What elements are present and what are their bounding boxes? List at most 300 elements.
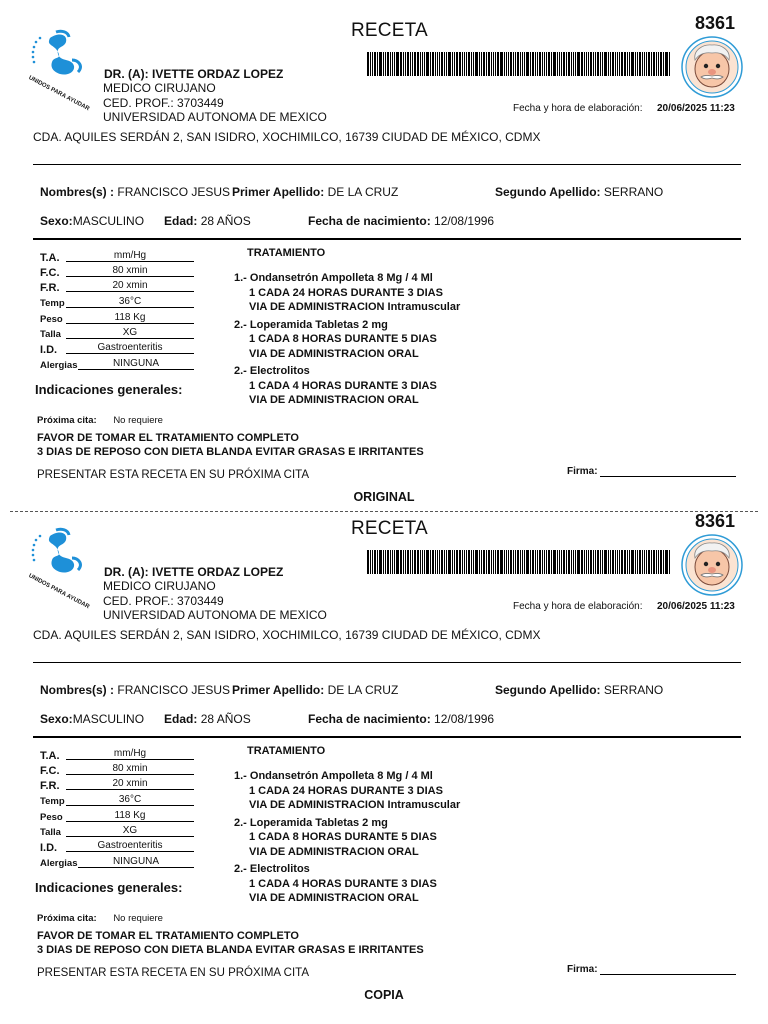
barcode-bar (367, 52, 369, 76)
barcode-bar (471, 52, 472, 76)
barcode-bar (593, 550, 594, 574)
barcode-bar (600, 550, 601, 574)
barcode-bar (597, 550, 599, 574)
barcode-bar (644, 52, 645, 76)
barcode-bar (581, 52, 583, 76)
barcode-bar (422, 550, 423, 574)
barcode-bar (405, 550, 406, 574)
barcode-bar (544, 52, 545, 76)
barcode-bar (544, 550, 545, 574)
clinic-logo-icon (27, 30, 100, 113)
barcode-bar (515, 52, 516, 76)
barcode-bar (653, 550, 655, 574)
barcode-bar (500, 52, 503, 76)
vital-label: Peso (40, 812, 63, 823)
vital-label: F.R. (40, 282, 60, 294)
barcode-bar (629, 550, 630, 574)
treatment-item-name: 2.- Loperamida Tabletas 2 mg (234, 318, 388, 331)
barcode-bar (535, 52, 536, 76)
barcode-bar (517, 52, 519, 76)
barcode-bar (367, 550, 369, 574)
barcode-bar (551, 52, 552, 76)
clinic-logo (27, 528, 100, 611)
barcode-bar (481, 550, 482, 574)
vital-label: Alergias (40, 858, 78, 869)
barcode-bar (571, 550, 572, 574)
next-appointment (37, 415, 163, 426)
vital-label: T.A. (40, 750, 60, 762)
divider (33, 662, 741, 663)
clinic-logo (27, 30, 100, 113)
barcode-bar (669, 52, 670, 76)
barcode-bar (615, 550, 616, 574)
patient-sex-value: MASCULINO (72, 214, 145, 228)
barcode-bar (374, 52, 376, 76)
barcode-bar (548, 52, 550, 76)
barcode-bar (619, 550, 620, 574)
barcode-bar (500, 550, 503, 574)
barcode-bar (488, 550, 490, 574)
barcode-bar (590, 52, 592, 76)
barcode-bar (637, 52, 638, 76)
barcode-bar (497, 52, 499, 76)
barcode-bar (510, 52, 512, 76)
barcode-bar (462, 550, 463, 574)
barcode-bar (513, 550, 514, 574)
patient-dob-label: Fecha de nacimiento: (308, 214, 431, 228)
patient-names-value: FRANCISCO JESUS (117, 185, 231, 199)
barcode-bar (615, 52, 616, 76)
prescription-copy (0, 498, 768, 1002)
barcode-bar (557, 550, 558, 574)
doctor-avatar-icon (681, 36, 743, 98)
doctor-name: DR. (A): IVETTE ORDAZ LOPEZ (104, 67, 284, 81)
barcode-bar (631, 52, 634, 76)
barcode-bar (665, 52, 668, 76)
barcode-bar (573, 550, 574, 574)
barcode-bar (532, 550, 534, 574)
barcode-bar (629, 52, 630, 76)
barcode-bar (542, 550, 543, 574)
next-appointment-label: Próxima cita: (37, 913, 97, 924)
barcode-bar (379, 52, 382, 76)
barcode-bar (548, 550, 550, 574)
barcode-bar (468, 52, 470, 76)
barcode-bar (646, 550, 647, 574)
barcode-bar (590, 550, 592, 574)
patient-names-value: FRANCISCO JESUS (117, 683, 231, 697)
barcode-bar (452, 52, 453, 76)
barcode-bar (595, 52, 596, 76)
signature-field (567, 964, 736, 975)
vital-value: mm/Hg (66, 250, 194, 262)
vital-value: 20 xmin (66, 778, 194, 790)
barcode-bar (420, 52, 421, 76)
barcode-bar (374, 550, 376, 574)
next-appointment-label: Próxima cita: (37, 415, 97, 426)
barcode-bar (491, 550, 492, 574)
barcode-bar (437, 52, 438, 76)
barcode-bar (663, 52, 664, 76)
barcode-bar (491, 52, 492, 76)
treatment-item-route: VIA DE ADMINISTRACION ORAL (249, 394, 419, 406)
barcode-bar (526, 52, 529, 76)
barcode-bar (597, 52, 599, 76)
vital-label: F.C. (40, 765, 60, 777)
barcode-bar (627, 550, 628, 574)
barcode-bar (658, 52, 659, 76)
barcode-bar (508, 52, 509, 76)
vital-value: 36°C (66, 296, 194, 308)
barcode-bar (412, 52, 413, 76)
treatment-item-name: 1.- Ondansetrón Ampolleta 8 Mg / 4 Ml (234, 272, 433, 284)
treatment-item-name: 2.- Electrolitos (234, 365, 310, 377)
patient-last1 (232, 683, 398, 697)
patient-last2 (495, 683, 663, 697)
vital-value: 20 xmin (66, 280, 194, 292)
barcode-bar (612, 52, 614, 76)
barcode-bar (559, 550, 560, 574)
vital-label: F.R. (40, 780, 60, 792)
patient-sex (40, 214, 144, 228)
doctor-avatar (681, 36, 743, 98)
barcode-bar (383, 52, 384, 76)
doctor-specialty: MEDICO CIRUJANO (103, 579, 216, 593)
barcode-bar (426, 52, 429, 76)
doctor-university: UNIVERSIDAD AUTONOMA DE MEXICO (103, 110, 327, 124)
barcode-bar (475, 550, 478, 574)
barcode-bar (608, 550, 609, 574)
barcode-bar (642, 52, 643, 76)
patient-dob-value: 12/08/1996 (434, 214, 495, 228)
barcode-bar (510, 550, 512, 574)
barcode-bar (466, 52, 467, 76)
treatment-item-route: VIA DE ADMINISTRACION ORAL (249, 347, 419, 360)
barcode-bar (372, 550, 373, 574)
barcode-bar (473, 52, 474, 76)
created-label: Fecha y hora de elaboración: (513, 103, 643, 114)
barcode-bar (600, 52, 601, 76)
treatment-item-route: VIA DE ADMINISTRACION Intramuscular (249, 799, 461, 811)
barcode-bar (627, 52, 628, 76)
vital-label: Temp (40, 796, 65, 807)
patient-age-label: Edad: (164, 214, 198, 228)
barcode-bar (513, 52, 514, 76)
barcode-bar (604, 52, 607, 76)
barcode-bar (486, 52, 487, 76)
vital-label: F.C. (40, 267, 60, 279)
barcode-bar (441, 550, 443, 574)
patient-last2 (495, 185, 663, 199)
treatment-item (234, 271, 460, 315)
barcode-bar (464, 52, 465, 76)
barcode-bar (524, 550, 525, 574)
barcode-bar (417, 550, 419, 574)
barcode-bar (604, 550, 607, 574)
barcode-bar (624, 52, 626, 76)
treatment-list (234, 769, 460, 906)
barcode-bar (663, 550, 664, 574)
treatment-title: TRATAMIENTO (247, 745, 326, 757)
barcode-bar (608, 52, 609, 76)
patient-last1-label: Primer Apellido: (232, 185, 325, 199)
patient-dob (308, 712, 494, 726)
svg-text:UNIDOS PARA AYUDAR: UNIDOS PARA AYUDAR (27, 573, 91, 611)
barcode-bar (539, 550, 541, 574)
barcode-bar (448, 52, 451, 76)
created-label: Fecha y hora de elaboración: (513, 601, 643, 612)
barcode-bar (387, 52, 389, 76)
patient-last2-value: SERRANO (603, 185, 664, 199)
patient-age (164, 712, 251, 726)
barcode-bar (454, 550, 455, 574)
barcode-bar (441, 52, 443, 76)
patient-last2-value: SERRANO (603, 683, 664, 697)
barcode-bar (392, 550, 393, 574)
barcode-bar (651, 550, 652, 574)
barcode-bar (430, 52, 431, 76)
barcode (367, 550, 672, 574)
barcode-bar (584, 550, 585, 574)
barcode-bar (396, 52, 399, 76)
barcode-bar (635, 550, 636, 574)
barcode-bar (430, 550, 431, 574)
patient-dob (308, 214, 494, 228)
treatment-item-name: 2.- Loperamida Tabletas 2 mg (234, 816, 388, 829)
barcode-bar (584, 52, 585, 76)
barcode-bar (410, 550, 411, 574)
barcode-bar (656, 52, 657, 76)
barcode-bar (646, 52, 647, 76)
barcode-bar (459, 52, 461, 76)
barcode-bar (617, 550, 618, 574)
barcode-bar (424, 550, 425, 574)
barcode-bar (396, 550, 399, 574)
barcode-bar (439, 550, 440, 574)
doctor-specialty: MEDICO CIRUJANO (103, 81, 216, 95)
instruction-line: FAVOR DE TOMAR EL TRATAMIENTO COMPLETO (37, 930, 299, 942)
patient-names-label: Nombres(s) : (40, 185, 115, 199)
barcode-bar (426, 550, 429, 574)
barcode-bar (448, 550, 451, 574)
barcode-bar (495, 52, 496, 76)
barcode-bar (524, 52, 525, 76)
treatment-item-dose: 1 CADA 24 HORAS DURANTE 3 DIAS (249, 286, 443, 299)
barcode-bar (588, 550, 589, 574)
barcode-bar (602, 550, 603, 574)
doctor-avatar (681, 534, 743, 596)
barcode-bar (517, 550, 519, 574)
barcode-bar (462, 52, 463, 76)
barcode-bar (486, 550, 487, 574)
barcode-bar (631, 550, 634, 574)
barcode-bar (573, 52, 574, 76)
barcode-bar (660, 52, 662, 76)
doctor-avatar-icon (681, 534, 743, 596)
barcode-bar (515, 550, 516, 574)
barcode-bar (417, 52, 419, 76)
barcode-bar (400, 550, 402, 574)
vital-label: Talla (40, 329, 61, 340)
next-appointment-value: No requiere (113, 913, 163, 924)
barcode-bar (563, 550, 565, 574)
treatment-item (234, 862, 460, 906)
barcode-bar (553, 550, 556, 574)
barcode-bar (479, 52, 480, 76)
barcode-bar (520, 52, 521, 76)
instruction-line: FAVOR DE TOMAR EL TRATAMIENTO COMPLETO (37, 432, 299, 444)
barcode-bar (444, 550, 445, 574)
barcode-bar (637, 550, 638, 574)
barcode-bar (456, 52, 458, 76)
instruction-line: 3 DIAS DE REPOSO CON DIETA BLANDA EVITAR GRASAS E IRRITANTES (37, 445, 424, 458)
treatment-item-dose: 1 CADA 8 HORAS DURANTE 5 DIAS (249, 831, 437, 843)
barcode-bar (504, 550, 505, 574)
patient-last1-value: DE LA CRUZ (327, 185, 399, 199)
vital-value: 36°C (66, 794, 194, 806)
barcode-bar (407, 52, 409, 76)
barcode-bar (658, 550, 659, 574)
patient-age (164, 214, 251, 228)
divider (33, 164, 741, 165)
barcode-bar (466, 550, 467, 574)
barcode-bar (422, 52, 423, 76)
treatment-item (234, 318, 460, 362)
treatment-item-dose: 1 CADA 4 HORAS DURANTE 3 DIAS (249, 877, 437, 890)
vital-value: XG (66, 825, 194, 837)
barcode-bar (669, 550, 670, 574)
patient-sex-label: Sexo: (40, 214, 73, 228)
general-instructions (37, 930, 424, 957)
vital-value: NINGUNA (78, 856, 194, 868)
barcode-bar (377, 550, 378, 574)
vital-label: I.D. (40, 842, 58, 854)
barcode-bar (561, 52, 562, 76)
barcode-bar (420, 550, 421, 574)
barcode-bar (385, 52, 386, 76)
barcode-bar (504, 52, 505, 76)
barcode-bar (412, 550, 413, 574)
barcode-bar (571, 52, 572, 76)
barcode-bar (483, 550, 485, 574)
barcode-bar (522, 52, 523, 76)
treatment-item (234, 816, 460, 860)
barcode-bar (432, 52, 434, 76)
signature-line (600, 965, 736, 975)
barcode-bar (546, 550, 547, 574)
barcode-bar (497, 550, 499, 574)
general-indications-title: Indicaciones generales: (35, 880, 183, 895)
barcode-bar (648, 52, 650, 76)
treatment-item-route: VIA DE ADMINISTRACION ORAL (249, 845, 419, 858)
vital-label: Temp (40, 298, 65, 309)
barcode-bar (405, 52, 406, 76)
barcode-bar (483, 52, 485, 76)
barcode-bar (526, 550, 529, 574)
barcode-bar (520, 550, 521, 574)
barcode-bar (575, 550, 576, 574)
general-indications-title: Indicaciones generales: (35, 382, 183, 397)
present-notice: PRESENTAR ESTA RECETA EN SU PRÓXIMA CITA (37, 967, 310, 979)
barcode-bar (400, 52, 402, 76)
patient-last1 (232, 185, 398, 199)
doctor-license: CED. PROF.: 3703449 (103, 96, 224, 110)
barcode-bar (612, 550, 614, 574)
barcode-bar (471, 550, 472, 574)
barcode-bar (581, 550, 583, 574)
vital-value: 118 Kg (66, 810, 194, 822)
barcode-bar (635, 52, 636, 76)
barcode-bar (370, 52, 371, 76)
treatment-item-dose: 1 CADA 8 HORAS DURANTE 5 DIAS (249, 333, 437, 345)
barcode-bar (553, 52, 556, 76)
barcode-bar (575, 52, 576, 76)
treatment-item-route: VIA DE ADMINISTRACION ORAL (249, 892, 419, 904)
barcode (367, 52, 672, 76)
barcode-bar (651, 52, 652, 76)
barcode-bar (379, 550, 382, 574)
barcode-bar (532, 52, 534, 76)
barcode-bar (392, 52, 393, 76)
vital-value: 80 xmin (66, 265, 194, 277)
vital-label: Peso (40, 314, 63, 325)
barcode-bar (444, 52, 445, 76)
barcode-bar (493, 550, 494, 574)
barcode-bar (610, 550, 611, 574)
barcode-bar (568, 550, 570, 574)
barcode-bar (522, 550, 523, 574)
vital-value: mm/Hg (66, 748, 194, 760)
barcode-bar (566, 550, 567, 574)
barcode-bar (539, 52, 541, 76)
created-value: 20/06/2025 11:23 (657, 601, 735, 612)
treatment-item-dose: 1 CADA 24 HORAS DURANTE 3 DIAS (249, 784, 443, 797)
barcode-bar (481, 52, 482, 76)
clinic-address: CDA. AQUILES SERDÁN 2, SAN ISIDRO, XOCHIMILCO, 16739 CIUDAD DE MÉXICO, CDMX (33, 628, 541, 642)
patient-last2-label: Segundo Apellido: (495, 683, 601, 697)
barcode-bar (593, 52, 594, 76)
barcode-bar (464, 550, 465, 574)
copy-type-label: ORIGINAL (353, 490, 415, 504)
patient-age-value: 28 AÑOS (200, 712, 251, 726)
doctor-license: CED. PROF.: 3703449 (103, 594, 224, 608)
barcode-bar (537, 550, 538, 574)
vital-value: Gastroenteritis (66, 342, 194, 354)
folio-number: 8361 (695, 13, 736, 33)
patient-last2-label: Segundo Apellido: (495, 185, 601, 199)
patient-names (40, 185, 230, 199)
doctor-university: UNIVERSIDAD AUTONOMA DE MEXICO (103, 608, 327, 622)
barcode-bar (588, 52, 589, 76)
signature-line (600, 467, 736, 477)
barcode-bar (665, 550, 668, 574)
prescription-original (0, 0, 768, 504)
barcode-bar (506, 52, 507, 76)
barcode-bar (454, 52, 455, 76)
patient-sex (40, 712, 144, 726)
divider-thick (33, 238, 741, 240)
treatment-item-route: VIA DE ADMINISTRACION Intramuscular (249, 301, 461, 313)
barcode-bar (610, 52, 611, 76)
barcode-bar (479, 550, 480, 574)
patient-last1-value: DE LA CRUZ (327, 683, 399, 697)
barcode-bar (403, 550, 404, 574)
patient-names-label: Nombres(s) : (40, 683, 115, 697)
patient-sex-label: Sexo: (40, 712, 73, 726)
barcode-bar (414, 550, 416, 574)
barcode-bar (537, 52, 538, 76)
barcode-bar (468, 550, 470, 574)
